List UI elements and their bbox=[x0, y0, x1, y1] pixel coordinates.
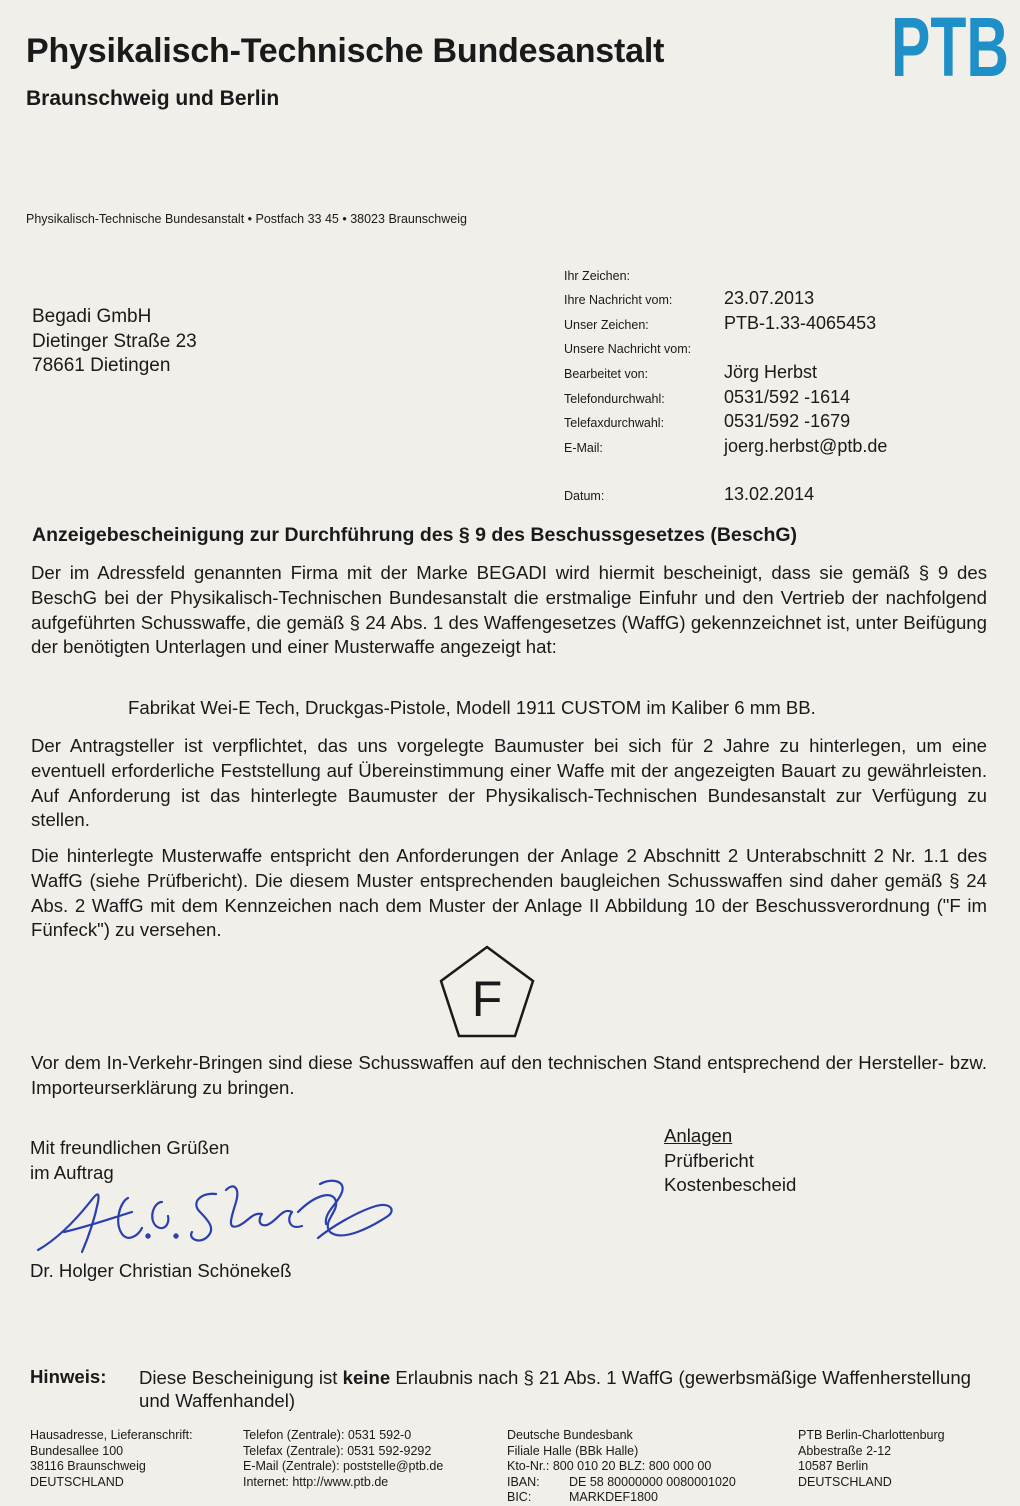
ref-value: PTB-1.33-4065453 bbox=[724, 312, 877, 333]
return-address: Physikalisch-Technische Bundesanstalt • Postfach 33 45 • 38023 Braunschweig bbox=[26, 212, 467, 226]
footer-kv bbox=[507, 1475, 736, 1491]
ref-row bbox=[564, 434, 1004, 459]
notice-text-after: Erlaubnis nach § 21 Abs. 1 WaffG (gewerbsmäßige Waffenherstellung und Waffenhandel) bbox=[139, 1367, 972, 1411]
footer-line: Telefax (Zentrale): 0531 592-9292 bbox=[243, 1443, 432, 1458]
ref-value: 23.07.2013 bbox=[724, 288, 815, 309]
paragraph-notification: Der im Adressfeld genannten Firma mit der Marke BEGADI wird hiermit bescheinigt, dass sie gemäß § 9 des BeschG bei der Physikalisch-Technischen Bundesanstalt die erstmalige Einfuhr und den Vertrieb der nachfolgend aufgeführten Schusswaffe, die gemäß § 24 Abs. 1 des Waffengesetzes (WaffG) gekennzeichnet ist, unter Beifügung der benötigten Unterlagen und einer Musterwaffe angezeigt hat: bbox=[31, 562, 987, 658]
greeting-line: Mit freundlichen Grüßen bbox=[30, 1137, 230, 1158]
org-name: Physikalisch-Technische Bundesanstalt bbox=[26, 32, 665, 70]
ref-value: Jörg Herbst bbox=[724, 361, 818, 382]
footer-line: Abbestraße 2-12 bbox=[798, 1443, 892, 1458]
ref-row bbox=[564, 262, 1004, 287]
logo-text: PTB bbox=[891, 6, 1009, 82]
footer-contact bbox=[243, 1428, 443, 1490]
footer-kv-value: MARKDEF1800 bbox=[569, 1490, 658, 1505]
footer-line: Hausadresse, Lieferanschrift: bbox=[30, 1428, 193, 1442]
recipient-line: 78661 Dietingen bbox=[32, 355, 171, 376]
reference-block bbox=[564, 262, 1004, 507]
footer-kv-value: DE 58 80000000 0080001020 bbox=[569, 1474, 736, 1489]
enclosure-item: Prüfbericht bbox=[664, 1149, 754, 1171]
enclosures bbox=[664, 1124, 796, 1198]
ref-row bbox=[564, 459, 1004, 507]
ref-row bbox=[564, 311, 1004, 336]
footer-bank bbox=[507, 1428, 736, 1506]
notice-label: Hinweis: bbox=[30, 1366, 107, 1387]
footer-line: PTB Berlin-Charlottenburg bbox=[798, 1428, 945, 1442]
paragraph-market: Vor dem In-Verkehr-Bringen sind diese Schusswaffen auf den technischen Stand entsprechend der Hersteller- bzw. Importeurserklärung zu bringen. bbox=[31, 1052, 987, 1098]
ref-label: Ihr Zeichen: bbox=[564, 268, 631, 283]
org-subtitle: Braunschweig und Berlin bbox=[26, 87, 280, 110]
footer-address bbox=[30, 1428, 193, 1490]
ref-row bbox=[564, 410, 1004, 435]
notice-emphasis: keine bbox=[342, 1367, 391, 1388]
product-line: Fabrikat Wei-E Tech, Druckgas-Pistole, Modell 1911 CUSTOM im Kaliber 6 mm BB. bbox=[128, 697, 816, 718]
handwritten-signature bbox=[30, 1172, 400, 1264]
footer-kv bbox=[507, 1490, 736, 1506]
footer-line: DEUTSCHLAND bbox=[798, 1474, 892, 1489]
ref-label: Unser Zeichen: bbox=[564, 317, 649, 332]
footer-line: Filiale Halle (BBk Halle) bbox=[507, 1443, 639, 1458]
ref-label: Ihre Nachricht vom: bbox=[564, 293, 673, 308]
footer-line: Bundesallee 100 bbox=[30, 1443, 124, 1458]
f-pentagon-mark bbox=[438, 944, 536, 1040]
ref-label: Unsere Nachricht vom: bbox=[564, 342, 692, 357]
ref-value: 0531/592 -1614 bbox=[724, 386, 851, 407]
footer-line: Deutsche Bundesbank bbox=[507, 1428, 633, 1442]
ref-value: 0531/592 -1679 bbox=[724, 411, 851, 432]
footer-kv-key: IBAN: bbox=[507, 1474, 540, 1489]
ref-label: Telefondurchwahl: bbox=[564, 391, 665, 406]
paragraph-requirements: Die hinterlegte Musterwaffe entspricht den Anforderungen der Anlage 2 Abschnitt 2 Unterabschnitt 2 Nr. 1.1 des WaffG (siehe Prüfbericht). Die diesem Muster entsprechenden baugleichen Schusswaffen sind daher gemäß § 24 Abs. 2 WaffG mit dem Kennzeichen nach dem Muster der Anlage II Abbildung 10 der Beschussverordnung ("F im Fünfeck") zu versehen. bbox=[31, 845, 987, 941]
footer-line: Telefon (Zentrale): 0531 592-0 bbox=[243, 1428, 412, 1442]
ref-row bbox=[564, 360, 1004, 385]
ref-row bbox=[564, 336, 1004, 361]
footer-line: 10587 Berlin bbox=[798, 1459, 869, 1474]
footer-line: Internet: http://www.ptb.de bbox=[243, 1474, 389, 1489]
ref-value: joerg.herbst@ptb.de bbox=[724, 435, 888, 456]
enclosures-title: Anlagen bbox=[664, 1125, 733, 1146]
ref-label: Telefaxdurchwahl: bbox=[564, 416, 665, 431]
footer-berlin bbox=[798, 1428, 945, 1490]
ref-value: 13.02.2014 bbox=[724, 483, 815, 504]
paragraph-obligation: Der Antragsteller ist verpflichtet, das uns vorgelegte Baumuster bei sich für 2 Jahre zu hinterlegen, um eine eventuell erforderliche Feststellung auf Übereinstimmung einer Waffe mit der angezeigten Bauart zu gewährleisten. Auf Anforderung ist das hinterlegte Baumuster der Physikalisch-Technischen Bundesanstalt zur Verfügung zu stellen. bbox=[31, 735, 987, 831]
ptb-logo bbox=[890, 6, 1010, 82]
enclosure-item: Kostenbescheid bbox=[664, 1174, 797, 1195]
notice-text-before: Diese Bescheinigung ist bbox=[139, 1367, 343, 1388]
recipient-line: Dietinger Straße 23 bbox=[32, 330, 197, 352]
ref-row bbox=[564, 385, 1004, 410]
notice-text bbox=[139, 1366, 989, 1412]
ref-label: Bearbeitet von: bbox=[564, 366, 649, 381]
mark-letter: F bbox=[471, 971, 503, 1027]
footer-line: Kto-Nr.: 800 010 20 BLZ: 800 000 00 bbox=[507, 1459, 712, 1474]
footer-line: E-Mail (Zentrale): poststelle@ptb.de bbox=[243, 1459, 444, 1474]
footer-line: 38116 Braunschweig bbox=[30, 1459, 146, 1474]
letter-subject: Anzeigebescheinigung zur Durchführung des § 9 des Beschussgesetzes (BeschG) bbox=[32, 524, 798, 546]
greeting-line: im Auftrag bbox=[30, 1161, 114, 1183]
recipient-address bbox=[32, 305, 197, 379]
footer-line: DEUTSCHLAND bbox=[30, 1474, 124, 1489]
ref-label: E-Mail: bbox=[564, 440, 603, 455]
recipient-line: Begadi GmbH bbox=[32, 306, 152, 327]
signer-name: Dr. Holger Christian Schönekeß bbox=[30, 1260, 292, 1281]
footer-kv-key: BIC: bbox=[507, 1490, 532, 1505]
ref-row bbox=[564, 287, 1004, 312]
ref-label: Datum: bbox=[564, 488, 605, 503]
